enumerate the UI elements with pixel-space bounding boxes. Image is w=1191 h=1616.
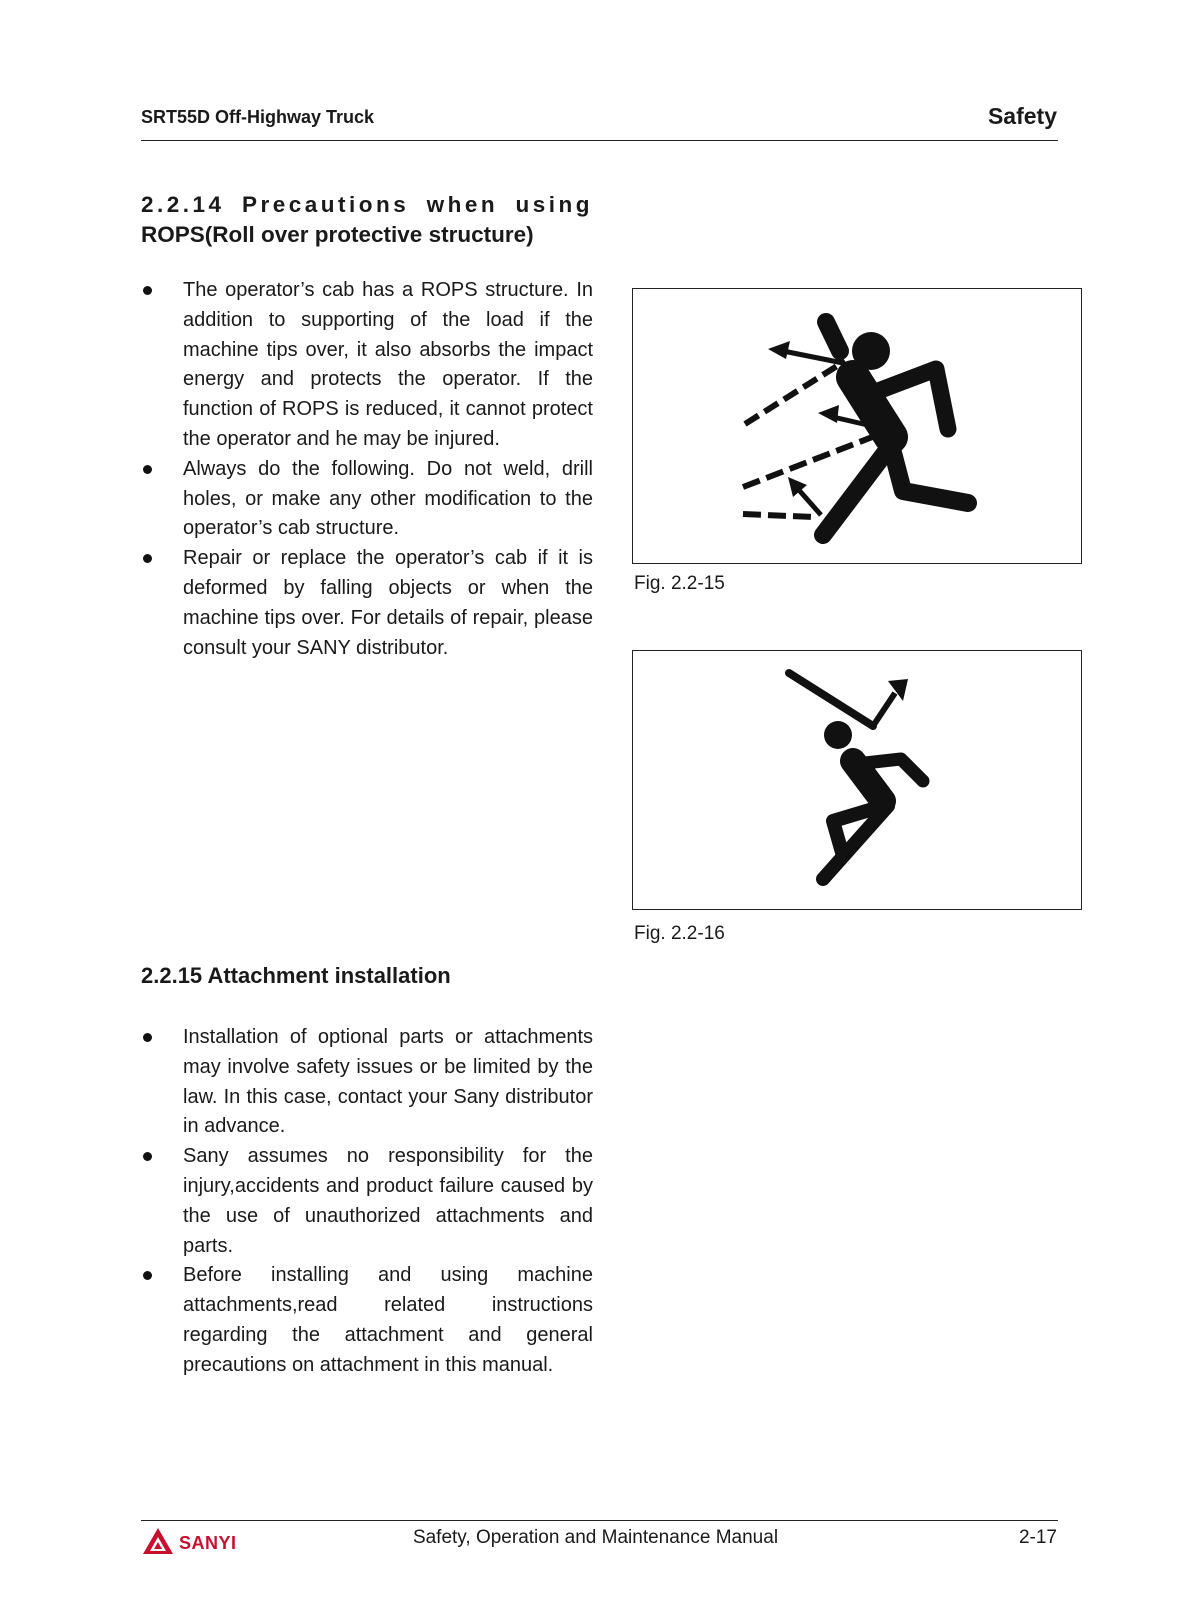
list-item [141,276,593,455]
figure-caption: Fig. 2.2-16 [634,923,725,944]
bullet-icon [143,465,152,474]
page-number: 2-17 [1018,1527,1057,1548]
person-falling-icon [633,651,1083,911]
list-item-text: The operator’s cab has a ROPS structure. In addition to supporting of the load if the machine tips over, it also absorbs the impact energy and protects the operator. If the function of ROPS is reduced, it cannot protect the operator and he may be injured. [183,279,593,450]
list-item [141,1023,593,1142]
attachment-installation-list [141,1023,593,1381]
list-item [141,1261,593,1380]
list-item-text: Before installing and using machine attachments,read related instructions regarding the attachment and general precautions on attachment in this manual. [183,1264,593,1376]
header-divider [141,140,1058,141]
list-item-text: Installation of optional parts or attachments may involve safety issues or be limited by the law. In this case, contact your Sany distributor in advance. [183,1026,593,1138]
figure-2-2-16 [632,650,1082,910]
rops-precautions-list [141,276,593,663]
bullet-icon [143,1152,152,1161]
section-label: Safety [987,103,1057,129]
heading-line-2: ROPS(Roll over protective structure) [141,222,534,247]
bullet-icon [143,286,152,295]
bullet-icon [143,554,152,563]
heading-line-1: 2.2.14 Precautions when using [141,192,593,217]
bullet-icon [143,1271,152,1280]
manual-title: Safety, Operation and Maintenance Manual [412,1527,779,1548]
list-item [141,455,593,544]
list-item [141,1142,593,1261]
list-item-text: Repair or replace the operator’s cab if it is deformed by falling objects or when the machine tips over. For details of repair, please consult your SANY distributor. [183,547,593,659]
figure-caption: Fig. 2.2-15 [634,573,725,594]
section-heading-2215: 2.2.15 Attachment installation [141,963,451,988]
figure-2-2-15 [632,288,1082,564]
list-item [141,544,593,663]
person-struck-icon [633,289,1083,565]
document-title: SRT55D Off-Highway Truck [141,107,375,127]
section-heading-2214 [141,190,593,250]
bullet-icon [143,1033,152,1042]
logo-text: SANYI [179,1533,237,1553]
list-item-text: Always do the following. Do not weld, drill holes, or make any other modification to the operator’s cab structure. [183,457,593,540]
list-item-text: Sany assumes no responsibility for the injury,accidents and product failure caused by the use of unauthorized attachments and parts. [183,1145,593,1257]
footer-divider [141,1520,1058,1521]
